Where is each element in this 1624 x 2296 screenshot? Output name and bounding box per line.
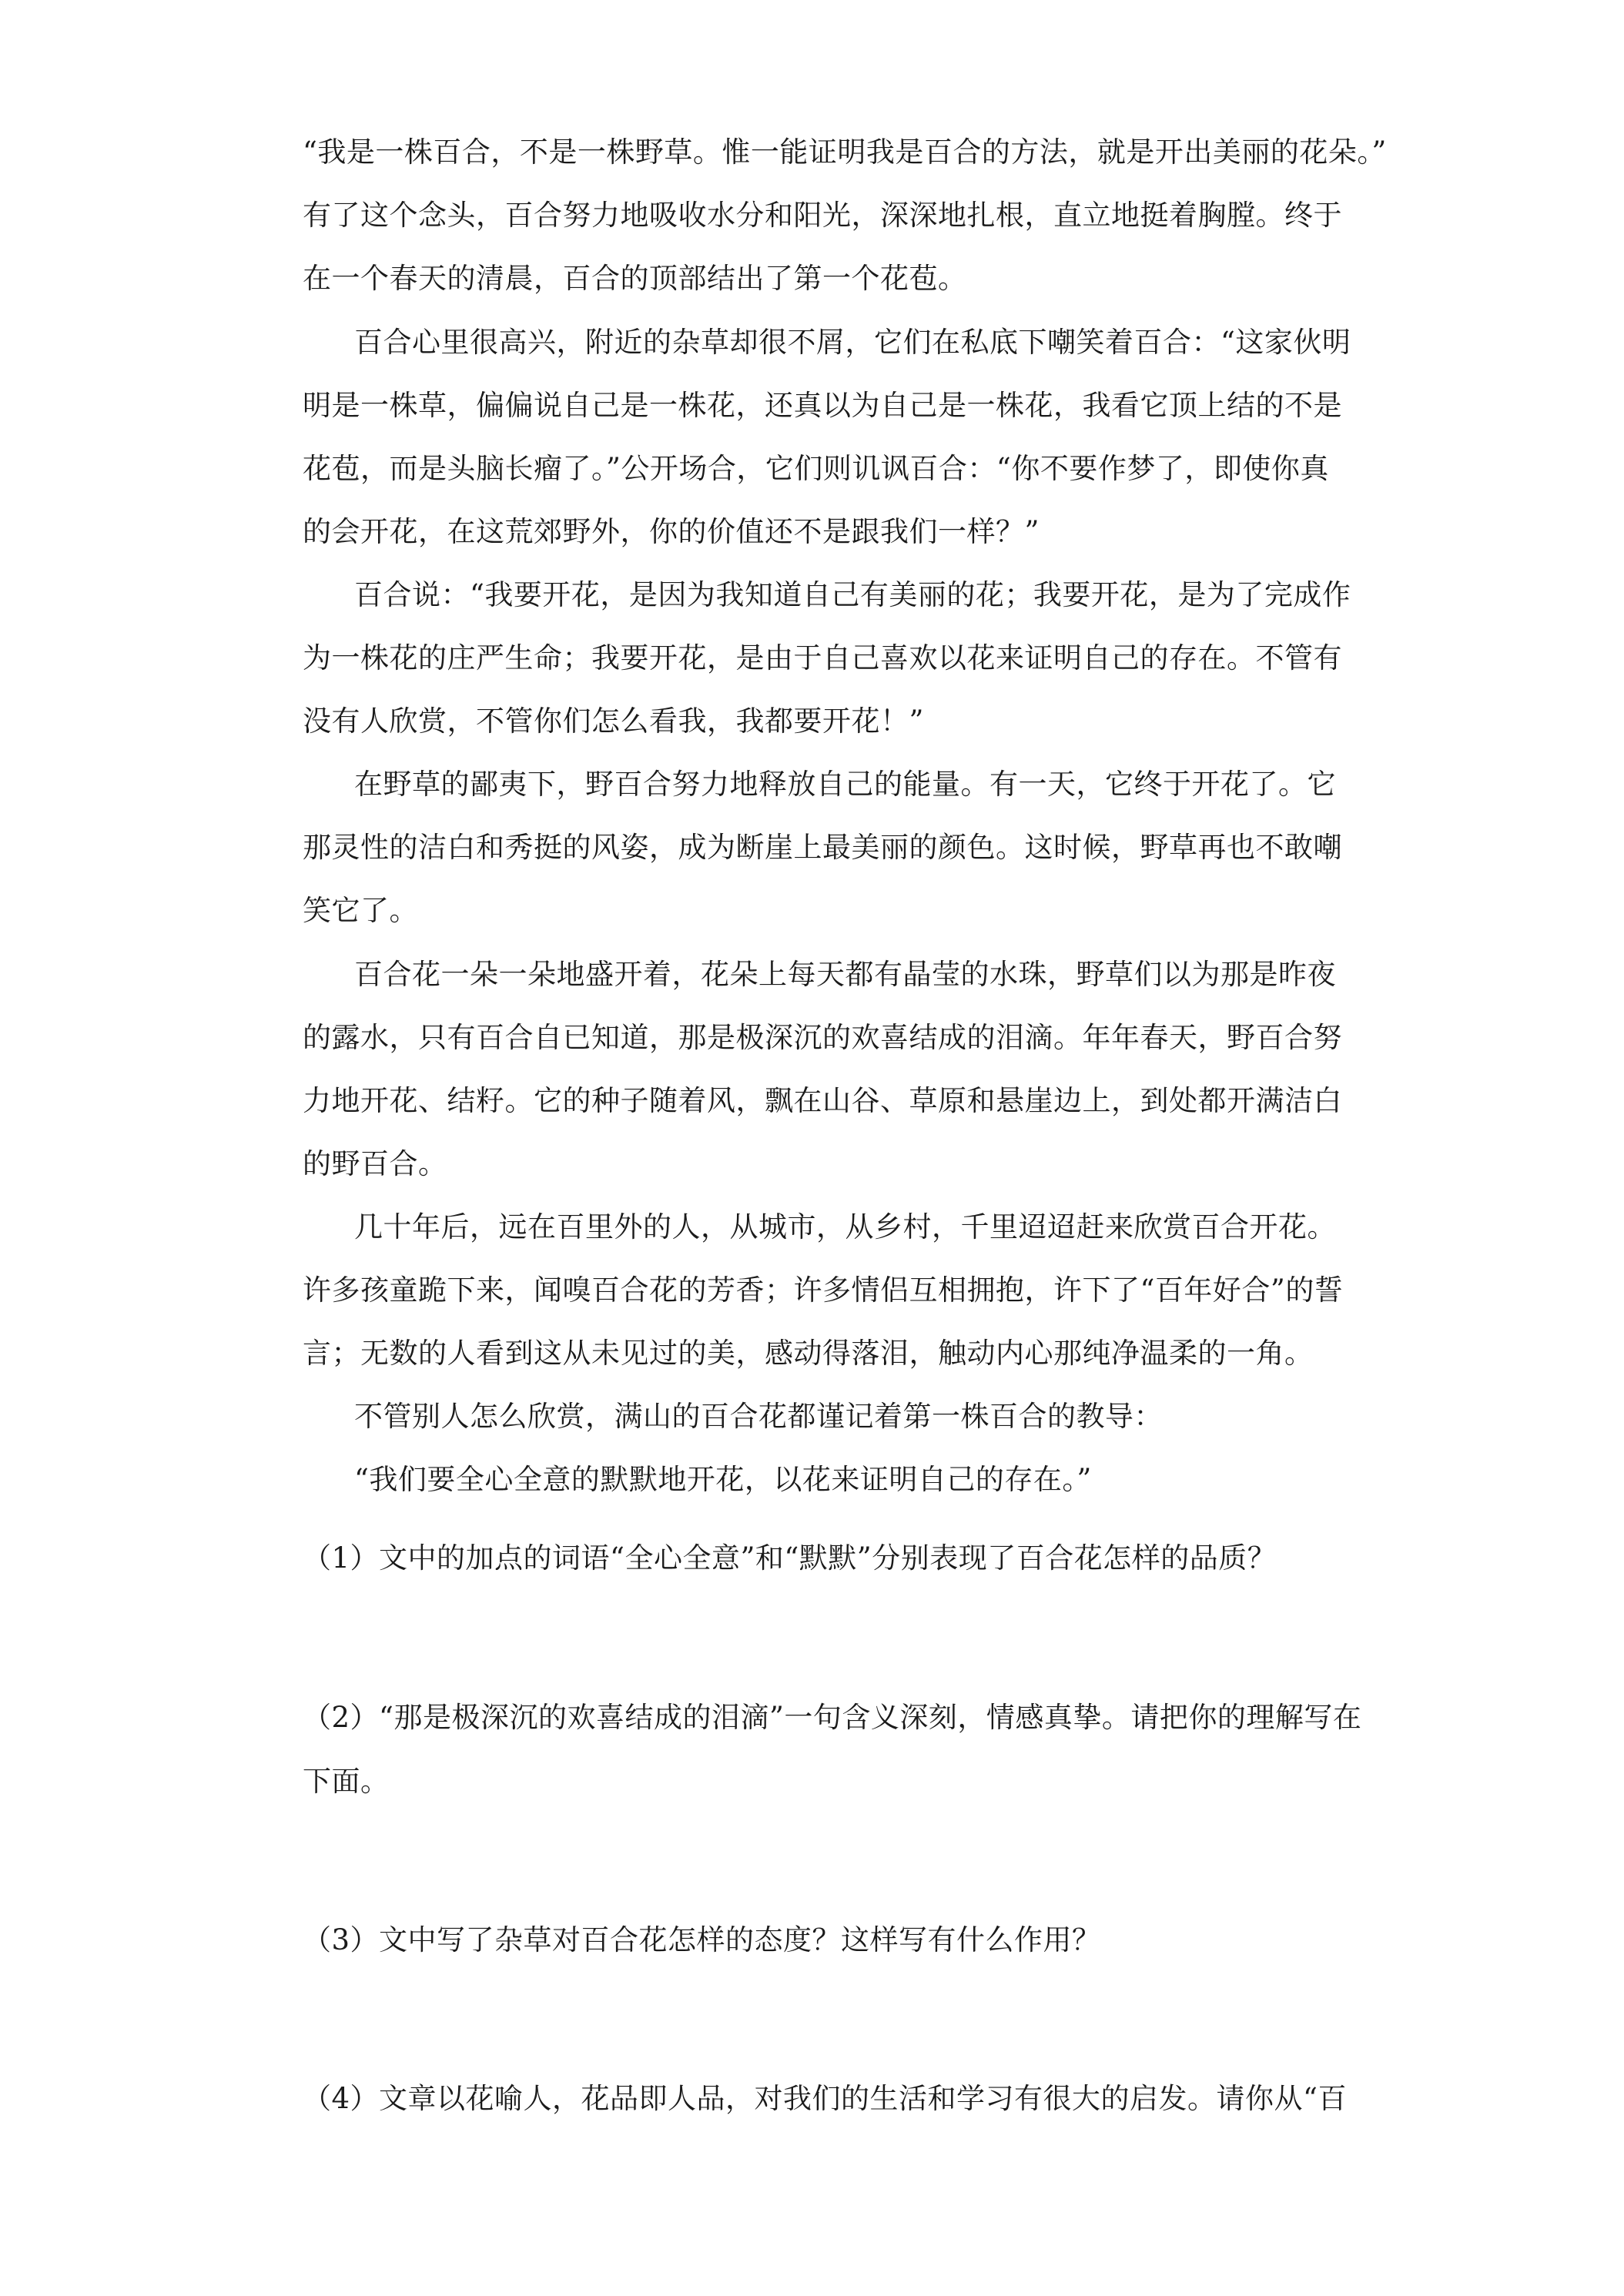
question-2-line-1: （2）“那是极深沉的欢喜结成的泪滴”一句含义深刻，情感真挚。请把你的理解写在 <box>303 1701 1362 1734</box>
passage-line-8: 百合说：“我要开花，是因为我知道自己有美丽的花；我要开花，是为了完成作 <box>354 578 1351 611</box>
passage-line-12: 那灵性的洁白和秀挺的风姿，成为断崖上最美丽的颜色。这时候，野草再也不敢嘲 <box>303 831 1342 864</box>
passage-line-6: 花苞，而是头脑长瘤了。”公开场合，它们则讥讽百合：“你不要作梦了，即使你真 <box>303 452 1329 485</box>
passage-line-17: 的野百合。 <box>303 1147 447 1180</box>
question-4: （4）文章以花喻人，花品即人品，对我们的生活和学习有很大的启发。请你从“百 <box>303 2082 1347 2115</box>
passage-line-13: 笑它了。 <box>303 894 418 927</box>
passage-line-15: 的露水，只有百合自已知道，那是极深沉的欢喜结成的泪滴。年年春天，野百合努 <box>303 1021 1342 1054</box>
passage-line-2: 有了这个念头，百合努力地吸收水分和阳光，深深地扎根，直立地挺着胸膛。终于 <box>303 199 1342 232</box>
passage-line-18: 几十年后，远在百里外的人，从城市，从乡村，千里迢迢赶来欣赏百合开花。 <box>354 1210 1336 1243</box>
passage-line-7: 的会开花，在这荒郊野外，你的价值还不是跟我们一样？” <box>303 515 1040 548</box>
passage-line-5: 明是一株草，偏偏说自己是一株花，还真以为自己是一株花，我看它顶上结的不是 <box>303 389 1342 422</box>
question-3: （3）文中写了杂草对百合花怎样的态度？这样写有什么作用？ <box>303 1923 1101 1956</box>
passage-line-3: 在一个春天的清晨，百合的顶部结出了第一个花苞。 <box>303 262 967 295</box>
passage-line-1: “我是一株百合，不是一株野草。惟一能证明我是百合的方法，就是开出美丽的花朵。” <box>303 136 1387 169</box>
passage-line-22: “我们要全心全意的默默地开花，以花来证明自己的存在。” <box>354 1463 1092 1496</box>
question-2-line-2: 下面。 <box>303 1765 390 1798</box>
passage-line-10: 没有人欣赏，不管你们怎么看我，我都要开花！” <box>303 705 924 738</box>
passage-line-16: 力地开花、结籽。它的种子随着风，飘在山谷、草原和悬崖边上，到处都开满洁白 <box>303 1084 1342 1117</box>
passage-line-14: 百合花一朵一朵地盛开着，花朵上每天都有晶莹的水珠，野草们以为那是昨夜 <box>354 958 1336 991</box>
question-1: （1）文中的加点的词语“全心全意”和“默默”分别表现了百合花怎样的品质？ <box>303 1541 1277 1575</box>
passage-line-20: 言；无数的人看到这从未见过的美，感动得落泪，触动内心那纯净温柔的一角。 <box>303 1337 1314 1370</box>
passage-line-19: 许多孩童跪下来，闻嗅百合花的芳香；许多情侣互相拥抱，许下了“百年好合”的誓 <box>303 1274 1344 1307</box>
passage-line-11: 在野草的鄙夷下，野百合努力地释放自己的能量。有一天，它终于开花了。它 <box>354 768 1336 801</box>
passage-line-4: 百合心里很高兴，附近的杂草却很不屑，它们在私底下嘲笑着百合：“这家伙明 <box>354 326 1351 359</box>
passage-line-9: 为一株花的庄严生命；我要开花，是由于自己喜欢以花来证明自己的存在。不管有 <box>303 641 1342 674</box>
passage-line-21: 不管别人怎么欣赏，满山的百合花都谨记着第一株百合的教导： <box>354 1400 1163 1433</box>
